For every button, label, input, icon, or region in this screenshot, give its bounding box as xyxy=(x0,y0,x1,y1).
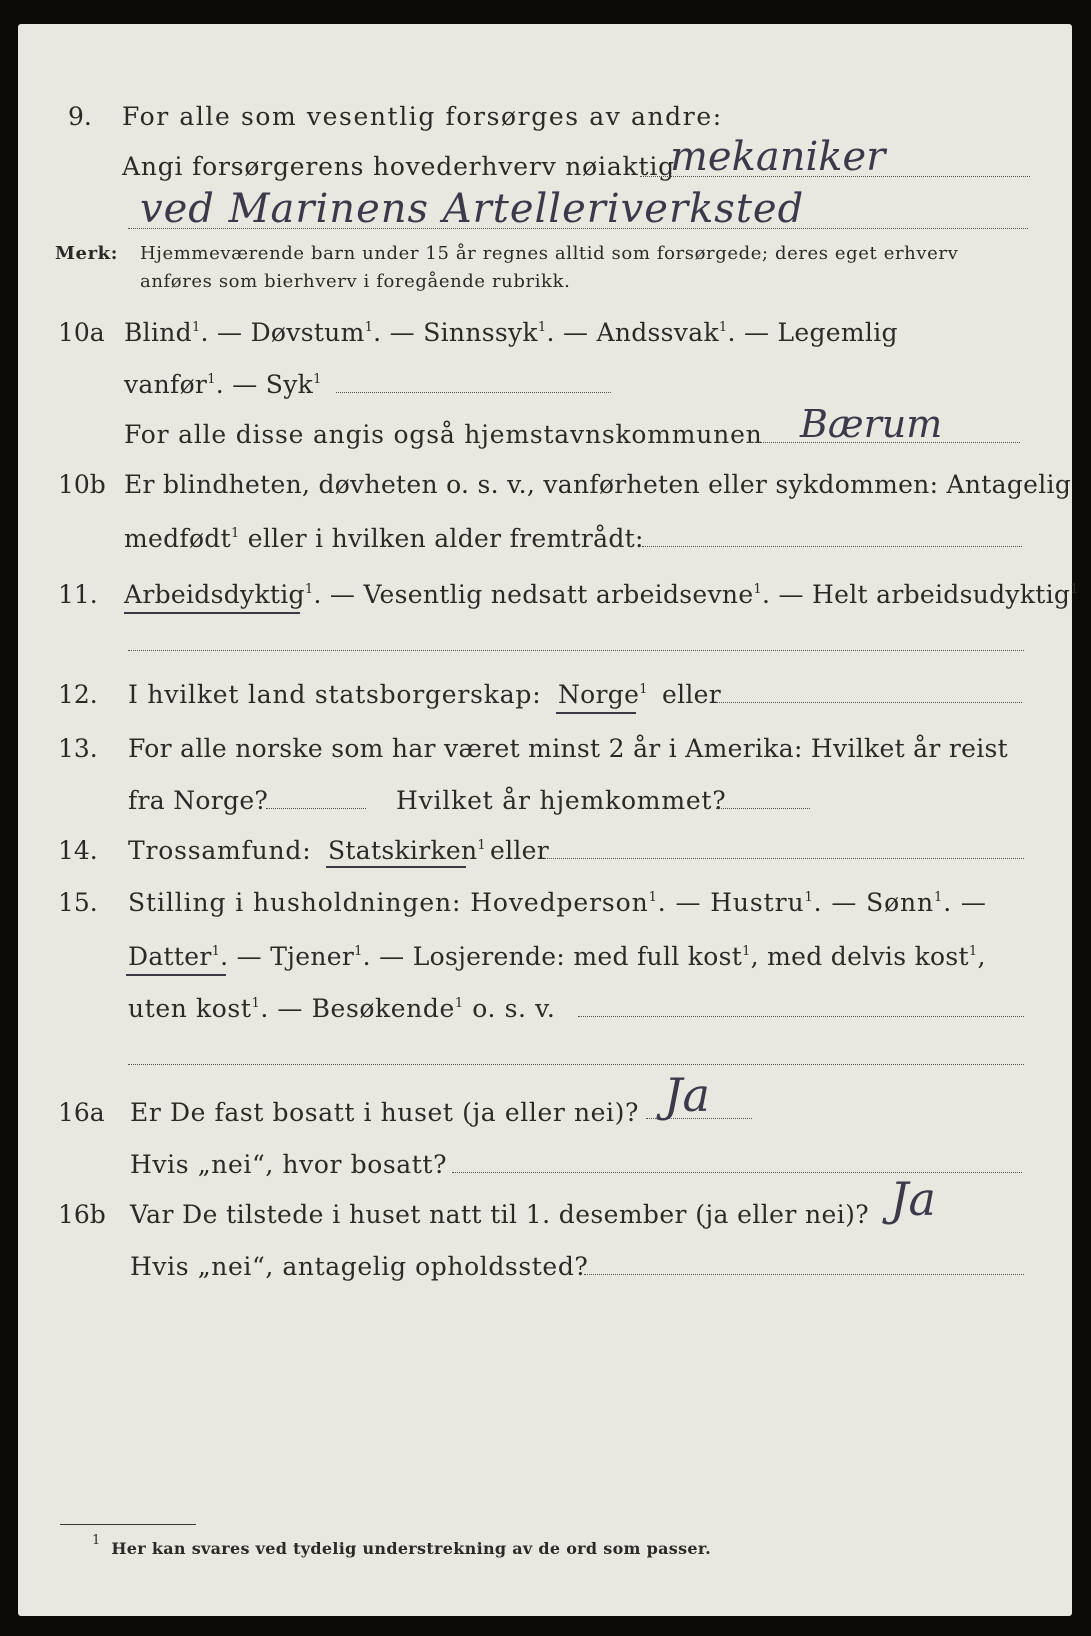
item-10b-line-1: Er blindheten, døvheten o. s. v., vanførheten eller sykdommen: Antagelig xyxy=(124,470,1072,499)
item-12-question: I hvilket land statsborgerskap: xyxy=(128,680,542,709)
item-12-norge: Norge$^1$ xyxy=(558,680,648,709)
item-13-line-1: For alle norske som har været minst 2 år i Amerika: Hvilket år reist xyxy=(128,734,1009,763)
item-number-15: 15. xyxy=(58,888,98,917)
underline-arbeidsdyktig xyxy=(124,612,300,614)
handwritten-workplace: ved Marinens Artelleriverksted xyxy=(140,186,805,232)
item-number-14: 14. xyxy=(58,836,98,865)
item-10a-line-2: vanfør$^1$. — Syk$^1$ xyxy=(124,370,322,399)
item-number-16a: 16a xyxy=(58,1098,105,1127)
item-13-line-2a: fra Norge? xyxy=(128,786,269,815)
underline-statskirken xyxy=(326,866,466,868)
handwritten-occupation: mekaniker xyxy=(670,134,886,180)
item-9-instruction: Angi forsørgerens hovederhverv nøiaktig xyxy=(122,152,675,181)
answer-line-15 xyxy=(578,1016,1024,1017)
item-number-13: 13. xyxy=(58,734,98,763)
item-16a-line-2: Hvis „nei“, hvor bosatt? xyxy=(130,1150,448,1179)
answer-line-13-hjemkommet xyxy=(716,808,810,809)
note-label: Merk: xyxy=(55,243,118,264)
item-number-9: 9. xyxy=(68,102,92,131)
item-16b-line-1: Var De tilstede i huset natt til 1. desember (ja eller nei)? xyxy=(130,1200,870,1229)
answer-line-13-reist xyxy=(266,808,366,809)
handwritten-16a-answer: Ja xyxy=(664,1068,710,1122)
answer-line-12 xyxy=(716,702,1022,703)
item-10b-line-2: medfødt$^1$ eller i hvilken alder fremtrådt: xyxy=(124,524,644,553)
item-10a-line-1: Blind$^1$. — Døvstum$^1$. — Sinnssyk$^1$. — Andssvak$^1$. — Legemlig xyxy=(124,318,898,347)
answer-line-14 xyxy=(544,858,1024,859)
item-9-question: For alle som vesentlig forsørges av andre: xyxy=(122,102,723,131)
item-number-10a: 10a xyxy=(58,318,105,347)
note-text-line-2: anføres som bierhverv i foregående rubrikk. xyxy=(140,271,571,292)
item-number-12: 12. xyxy=(58,680,98,709)
handwritten-16b-answer: Ja xyxy=(890,1172,936,1226)
footnote xyxy=(92,1533,712,1560)
item-15-line-1: Stilling i husholdningen: Hovedperson$^1$. — Hustru$^1$. — Sønn$^1$. — xyxy=(128,888,987,917)
answer-line-10b xyxy=(642,546,1022,547)
answer-line-15b xyxy=(128,1064,1024,1065)
item-15-line-2: Datter$^1$. — Tjener$^1$. — Losjerende: med full kost$^1$, med delvis kost$^1$, xyxy=(128,942,986,971)
handwritten-municipality: Bærum xyxy=(800,402,943,446)
note-text-line-1: Hjemmeværende barn under 15 år regnes alltid som forsørgede; deres eget erhverv xyxy=(140,243,959,264)
item-16a-line-1: Er De fast bosatt i huset (ja eller nei)? xyxy=(130,1098,639,1127)
footnote-rule xyxy=(60,1524,196,1525)
answer-line-11 xyxy=(128,650,1024,651)
footnote-text: Her kan svares ved tydelig understrekning av de ord som passer. xyxy=(111,1539,712,1558)
underline-datter xyxy=(126,974,226,976)
item-14-statskirken: Statskirken$^1$ xyxy=(328,836,486,865)
item-15-line-3: uten kost$^1$. — Besøkende$^1$ o. s. v. xyxy=(128,994,556,1023)
underline-norge xyxy=(556,712,636,714)
answer-line-16b xyxy=(584,1274,1024,1275)
item-14-eller: eller xyxy=(490,836,550,865)
item-12-eller: eller xyxy=(662,680,722,709)
item-14-label: Trossamfund: xyxy=(128,836,312,865)
item-number-10b: 10b xyxy=(58,470,106,499)
item-13-line-2b: Hvilket år hjemkommet? xyxy=(396,786,727,815)
item-16b-line-2: Hvis „nei“, antagelig opholdssted? xyxy=(130,1252,589,1281)
item-number-16b: 16b xyxy=(58,1200,106,1229)
answer-line-16a-bosatt xyxy=(452,1172,1022,1173)
item-number-11: 11. xyxy=(58,580,98,609)
item-10a-line-3: For alle disse angis også hjemstavnskommunen xyxy=(124,420,763,449)
footnote-mark: 1 xyxy=(92,1533,101,1548)
item-11-line: Arbeidsdyktig$^1$. — Vesentlig nedsatt arbeidsevne$^1$. — Helt arbeidsudyktig$^1$ xyxy=(124,580,1079,609)
answer-line-10a-syk xyxy=(336,392,611,393)
